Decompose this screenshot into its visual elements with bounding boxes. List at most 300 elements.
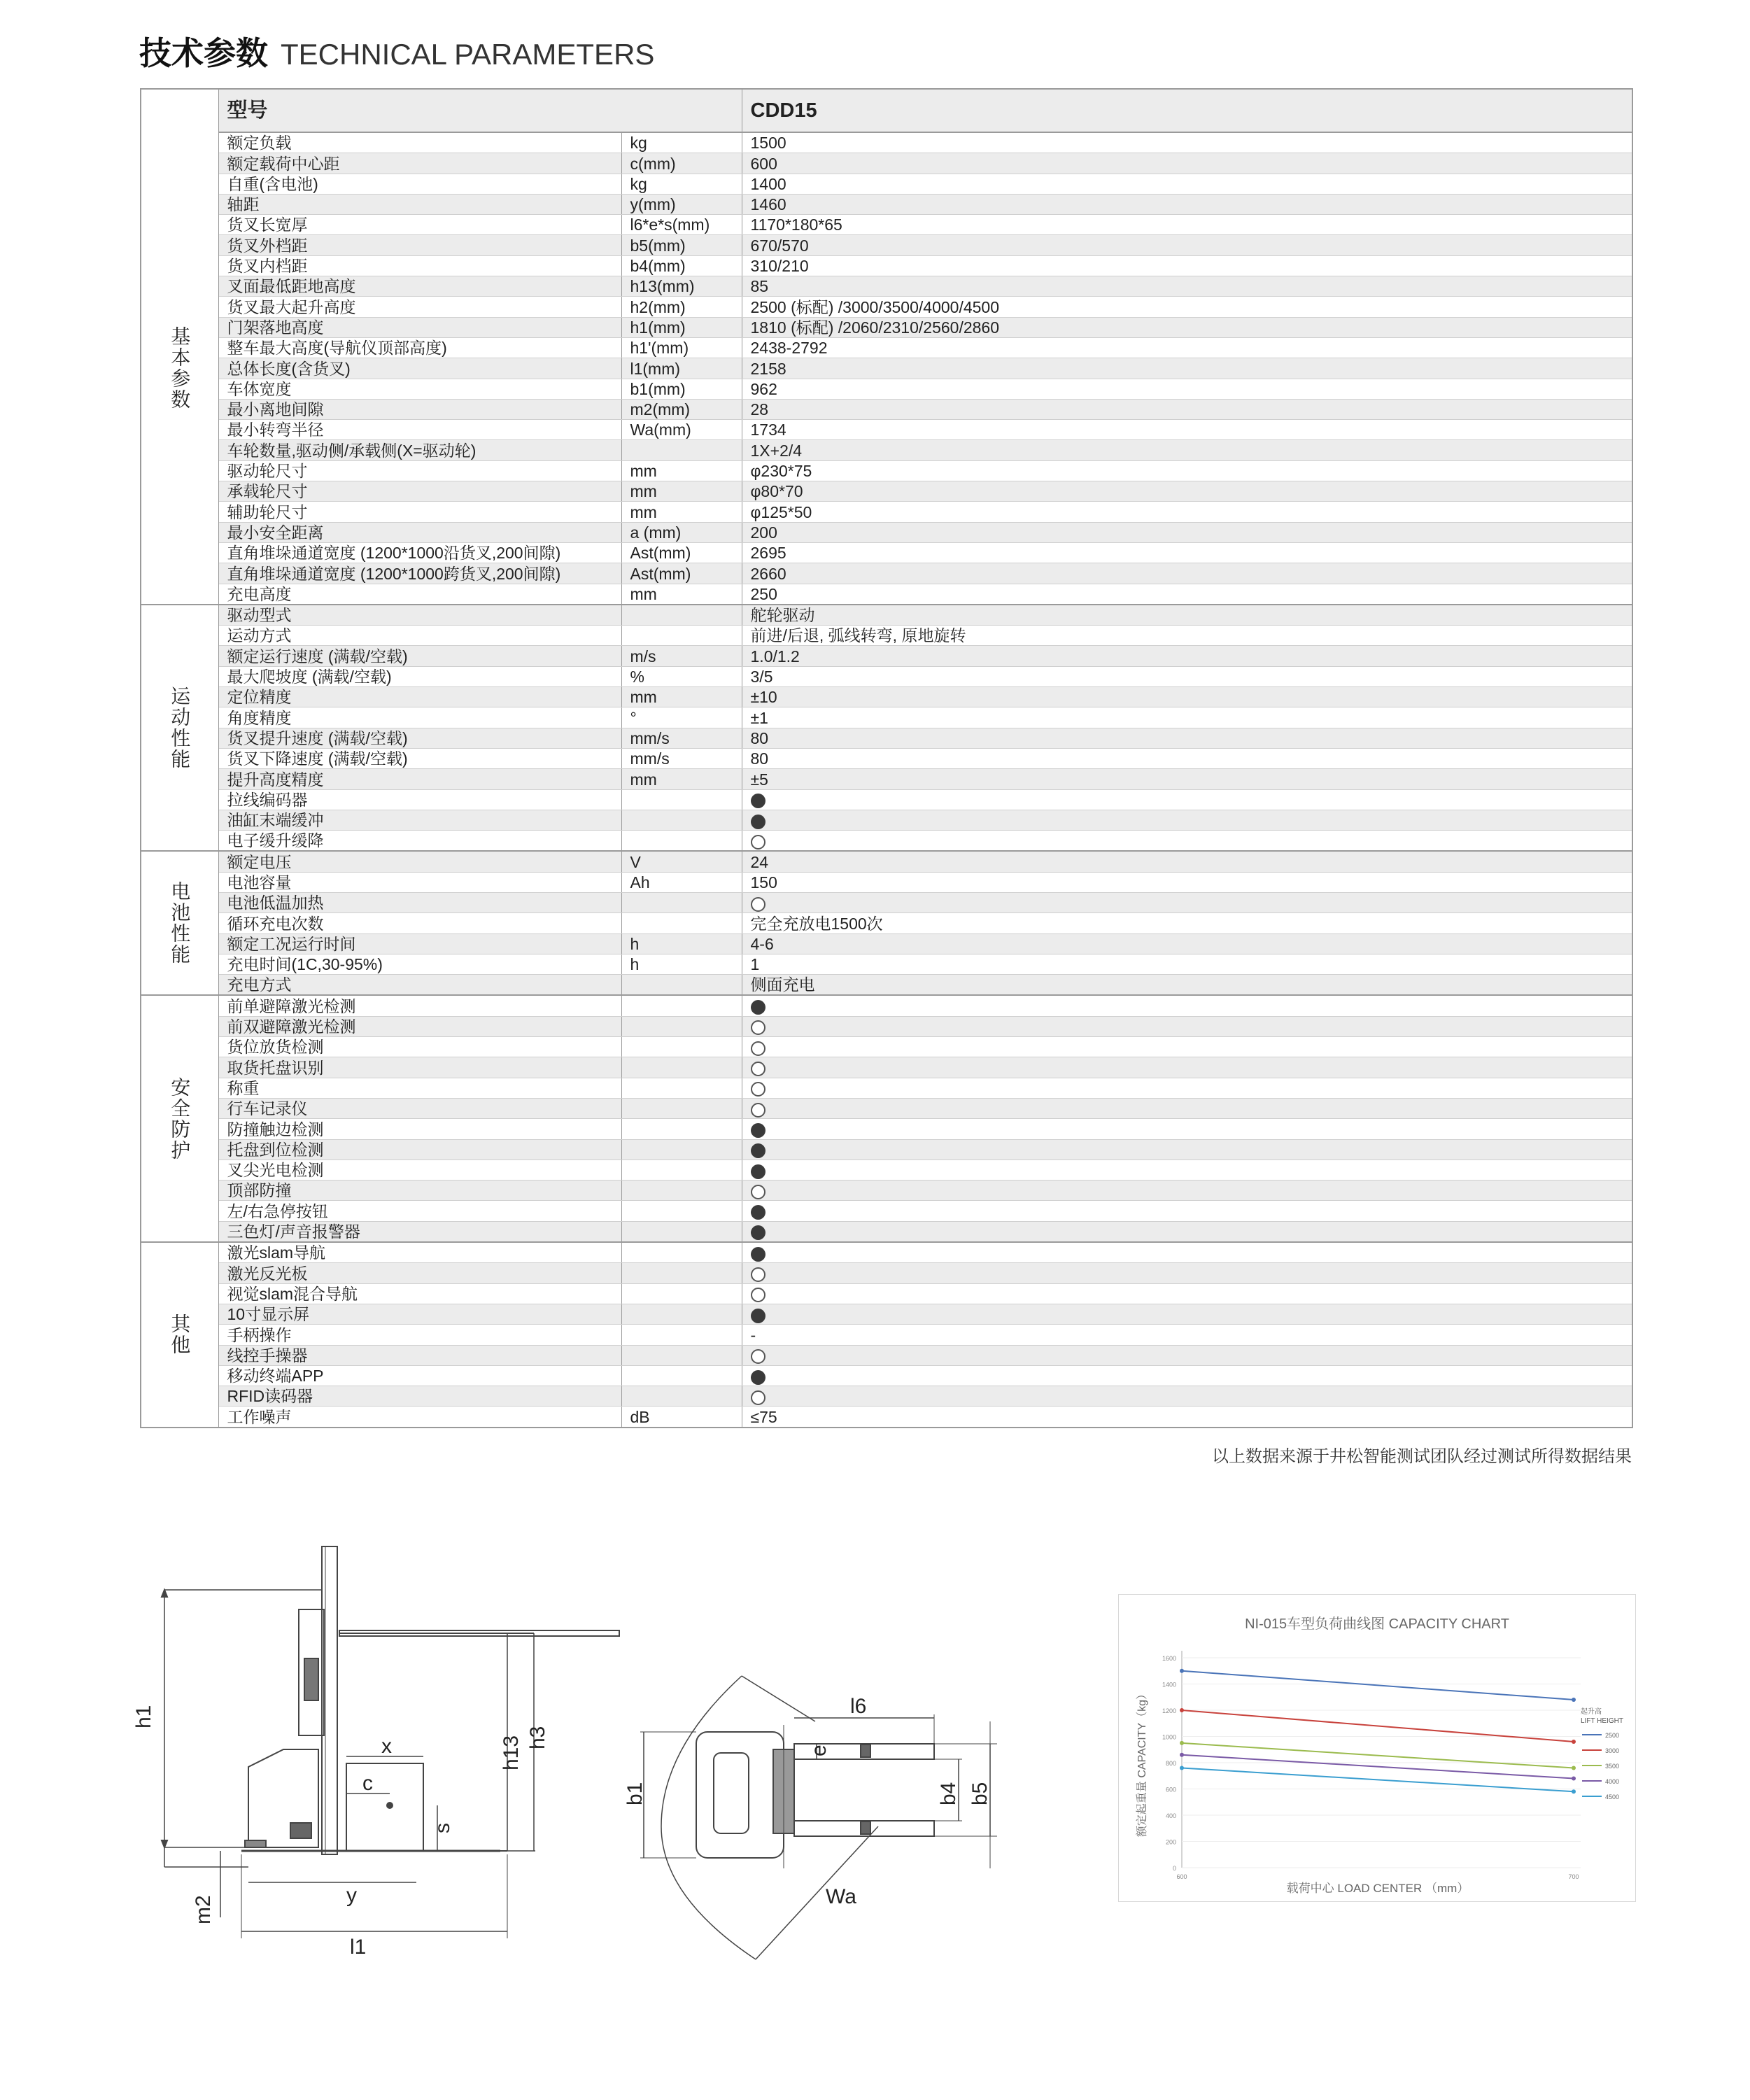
param-label: 循环充电次数	[218, 913, 621, 933]
param-unit: mm	[621, 687, 742, 707]
label-h13: h13	[500, 1735, 523, 1770]
param-unit: mm/s	[621, 748, 742, 768]
param-unit	[621, 1283, 742, 1304]
param-unit	[621, 995, 742, 1016]
param-value: φ80*70	[742, 481, 1632, 502]
param-value: 2438-2792	[742, 337, 1632, 358]
param-label: 额定电压	[218, 851, 621, 872]
filled-circle-icon	[751, 1225, 765, 1240]
param-unit	[621, 1386, 742, 1407]
title-cn: 技术参数	[139, 34, 268, 72]
param-label: 货叉外档距	[218, 235, 621, 255]
label-x: x	[381, 1735, 392, 1758]
table-row	[141, 933, 1632, 954]
param-value	[742, 831, 1632, 852]
legend-title: 起升高	[1581, 1708, 1602, 1716]
header-label: 型号	[218, 89, 742, 132]
param-label: 电子缓升缓降	[218, 831, 621, 852]
empty-circle-icon	[751, 1267, 765, 1282]
table-header-row	[141, 89, 1632, 132]
label-y: y	[346, 1884, 357, 1907]
series-point	[1180, 1753, 1184, 1757]
table-row	[141, 1263, 1632, 1283]
param-label: 定位精度	[218, 687, 621, 707]
table-row	[141, 1407, 1632, 1428]
table-row	[141, 420, 1632, 440]
param-value: 1170*180*65	[742, 215, 1632, 235]
table-row	[141, 235, 1632, 255]
param-value	[742, 1242, 1632, 1263]
param-label: 线控手操器	[218, 1345, 621, 1365]
param-unit: h1(mm)	[621, 317, 742, 337]
param-value: 670/570	[742, 235, 1632, 255]
table-row	[141, 1098, 1632, 1118]
param-label: 充电时间(1C,30-95%)	[218, 954, 621, 974]
y-tick-label: 1000	[1162, 1733, 1176, 1741]
param-label: 油缸末端缓冲	[218, 810, 621, 830]
param-label: RFID读码器	[218, 1386, 621, 1407]
title-en: TECHNICAL PARAMETERS	[281, 38, 655, 71]
param-unit: h1'(mm)	[621, 337, 742, 358]
legend-entry: 3000	[1605, 1747, 1620, 1754]
group-label: 运动性能	[141, 605, 218, 852]
param-label: 充电高度	[218, 584, 621, 605]
param-unit	[621, 440, 742, 460]
param-value: 舵轮驱动	[742, 605, 1632, 626]
table-row	[141, 789, 1632, 810]
label-b5: b5	[968, 1782, 992, 1805]
x-axis-label: 载荷中心 LOAD CENTER （mm）	[1286, 1882, 1469, 1895]
y-tick-label: 200	[1165, 1838, 1176, 1846]
table-row	[141, 687, 1632, 707]
param-unit: dB	[621, 1407, 742, 1428]
table-row	[141, 1057, 1632, 1078]
param-value	[742, 1345, 1632, 1365]
empty-circle-icon	[751, 1288, 765, 1302]
param-label: 门架落地高度	[218, 317, 621, 337]
param-unit: %	[621, 666, 742, 686]
param-label: 轴距	[218, 194, 621, 214]
param-unit: l1(mm)	[621, 358, 742, 379]
param-unit: l6*e*s(mm)	[621, 215, 742, 235]
param-value	[742, 892, 1632, 912]
empty-circle-icon	[751, 1020, 765, 1035]
y-tick-label: 400	[1165, 1812, 1176, 1819]
param-label: 额定负载	[218, 132, 621, 153]
empty-circle-icon	[751, 897, 765, 912]
param-unit	[621, 975, 742, 996]
series-line	[1182, 1755, 1574, 1779]
param-value: φ230*75	[742, 460, 1632, 481]
param-label: 10寸显示屏	[218, 1304, 621, 1324]
param-value: 1810 (标配) /2060/2310/2560/2860	[742, 317, 1632, 337]
param-label: 视觉slam混合导航	[218, 1283, 621, 1304]
param-value: 1734	[742, 420, 1632, 440]
param-value	[742, 1365, 1632, 1386]
param-value: 80	[742, 748, 1632, 768]
param-label: 三色灯/声音报警器	[218, 1221, 621, 1242]
y-tick-label: 1600	[1162, 1655, 1176, 1662]
param-unit	[621, 810, 742, 830]
table-row	[141, 626, 1632, 646]
filled-circle-icon	[751, 1123, 765, 1138]
param-unit: b1(mm)	[621, 379, 742, 399]
param-value	[742, 1386, 1632, 1407]
y-tick-label: 0	[1172, 1865, 1176, 1872]
param-label: 运动方式	[218, 626, 621, 646]
param-label: 电池低温加热	[218, 892, 621, 912]
group-label: 安全防护	[141, 995, 218, 1242]
page-title	[139, 34, 654, 74]
param-label: 取货托盘识别	[218, 1057, 621, 1078]
series-line	[1182, 1671, 1574, 1700]
legend-title: LIFT HEIGHT	[1581, 1717, 1623, 1725]
param-label: 电池容量	[218, 872, 621, 892]
series-point	[1180, 1741, 1184, 1745]
filled-circle-icon	[751, 1205, 765, 1220]
param-value: 962	[742, 379, 1632, 399]
param-unit	[621, 1037, 742, 1057]
table-row	[141, 728, 1632, 748]
capacity-chart	[1119, 1595, 1635, 1901]
param-unit: mm	[621, 769, 742, 789]
param-unit: y(mm)	[621, 194, 742, 214]
param-label: 最小离地间隙	[218, 399, 621, 419]
y-tick-label: 800	[1165, 1760, 1176, 1767]
param-unit	[621, 789, 742, 810]
param-value: 24	[742, 851, 1632, 872]
param-label: 角度精度	[218, 707, 621, 728]
param-label: 车轮数量,驱动侧/承载侧(X=驱动轮)	[218, 440, 621, 460]
series-point	[1180, 1708, 1184, 1712]
group-label: 基本参数	[141, 132, 218, 605]
table-row	[141, 1119, 1632, 1139]
table-row	[141, 563, 1632, 584]
param-value: 完全充放电1500次	[742, 913, 1632, 933]
empty-circle-icon	[751, 835, 765, 850]
table-row	[141, 1139, 1632, 1160]
param-value	[742, 1201, 1632, 1221]
filled-circle-icon	[751, 794, 765, 808]
param-value	[742, 1016, 1632, 1036]
param-value: 1.0/1.2	[742, 646, 1632, 666]
param-unit	[621, 1160, 742, 1180]
table-row	[141, 1304, 1632, 1324]
capacity-chart-frame	[1118, 1594, 1636, 1902]
param-unit	[621, 1221, 742, 1242]
legend-entry: 2500	[1605, 1732, 1620, 1739]
param-label: 激光反光板	[218, 1263, 621, 1283]
table-row	[141, 132, 1632, 153]
y-tick-label: 1400	[1162, 1681, 1176, 1689]
series-point	[1572, 1789, 1576, 1794]
table-row	[141, 379, 1632, 399]
param-unit	[621, 1139, 742, 1160]
param-label: 激光slam导航	[218, 1242, 621, 1263]
param-unit	[621, 1078, 742, 1098]
param-value: 2695	[742, 542, 1632, 563]
chart-title: NI-015车型负荷曲线图 CAPACITY CHART	[1245, 1616, 1509, 1632]
param-label: 整车最大高度(导航仪顶部高度)	[218, 337, 621, 358]
table-row	[141, 769, 1632, 789]
series-point	[1180, 1766, 1184, 1770]
param-label: 货叉内档距	[218, 255, 621, 276]
param-unit	[621, 1181, 742, 1201]
param-label: 称重	[218, 1078, 621, 1098]
param-value: 1	[742, 954, 1632, 974]
param-unit	[621, 1304, 742, 1324]
param-label: 叉面最低距地高度	[218, 276, 621, 297]
param-label: 额定工况运行时间	[218, 933, 621, 954]
param-unit: Ah	[621, 872, 742, 892]
param-label: 托盘到位检测	[218, 1139, 621, 1160]
param-unit: h	[621, 954, 742, 974]
table-row	[141, 831, 1632, 852]
param-label: 前单避障激光检测	[218, 995, 621, 1016]
y-axis-label: 额定起重量 CAPACITY（kg）	[1136, 1688, 1148, 1838]
param-unit	[621, 892, 742, 912]
param-unit	[621, 831, 742, 852]
param-value: 1400	[742, 174, 1632, 194]
param-value: 80	[742, 728, 1632, 748]
param-value: 250	[742, 584, 1632, 605]
param-label: 驱动型式	[218, 605, 621, 626]
param-unit	[621, 626, 742, 646]
param-value	[742, 995, 1632, 1016]
param-unit: a (mm)	[621, 522, 742, 542]
table-row	[141, 440, 1632, 460]
legend-entry: 4000	[1605, 1778, 1620, 1785]
param-unit: mm	[621, 502, 742, 522]
label-l1: l1	[350, 1936, 367, 1959]
param-label: 驱动轮尺寸	[218, 460, 621, 481]
legend-entry: 3500	[1605, 1763, 1620, 1770]
empty-circle-icon	[751, 1082, 765, 1097]
table-row	[141, 194, 1632, 214]
param-value: ±10	[742, 687, 1632, 707]
label-h3: h3	[526, 1726, 549, 1749]
param-value	[742, 1263, 1632, 1283]
empty-circle-icon	[751, 1041, 765, 1056]
param-value	[742, 1098, 1632, 1118]
table-row	[141, 174, 1632, 194]
param-label: 货叉下降速度 (满载/空载)	[218, 748, 621, 768]
table-row	[141, 522, 1632, 542]
param-label: 手柄操作	[218, 1325, 621, 1345]
param-value: ±5	[742, 769, 1632, 789]
table-row	[141, 646, 1632, 666]
table-row	[141, 1283, 1632, 1304]
side-view-diagram	[132, 1539, 556, 1959]
param-unit: h2(mm)	[621, 297, 742, 317]
label-wa: Wa	[826, 1885, 856, 1908]
param-unit	[621, 1057, 742, 1078]
param-label: 工作噪声	[218, 1407, 621, 1428]
param-value: 310/210	[742, 255, 1632, 276]
table-row	[141, 666, 1632, 686]
param-unit: Wa(mm)	[621, 420, 742, 440]
group-label: 其他	[141, 1242, 218, 1428]
spec-table	[140, 88, 1633, 1428]
param-unit	[621, 1201, 742, 1221]
table-row	[141, 605, 1632, 626]
param-label: 货位放货检测	[218, 1037, 621, 1057]
table-row	[141, 542, 1632, 563]
param-unit: c(mm)	[621, 153, 742, 174]
empty-circle-icon	[751, 1390, 765, 1405]
table-row	[141, 1365, 1632, 1386]
table-row	[141, 1160, 1632, 1180]
param-label: 直角堆垛通道宽度 (1200*1000跨货叉,200间隙)	[218, 563, 621, 584]
filled-circle-icon	[751, 1247, 765, 1262]
table-row	[141, 215, 1632, 235]
param-value	[742, 1078, 1632, 1098]
filled-circle-icon	[751, 1370, 765, 1385]
param-unit	[621, 605, 742, 626]
param-unit	[621, 1365, 742, 1386]
group-label: 电池性能	[141, 851, 218, 995]
param-value	[742, 789, 1632, 810]
param-unit: h13(mm)	[621, 276, 742, 297]
table-row	[141, 153, 1632, 174]
param-label: 最小安全距离	[218, 522, 621, 542]
table-row	[141, 1181, 1632, 1201]
series-line	[1182, 1743, 1574, 1768]
table-row	[141, 954, 1632, 974]
table-row	[141, 297, 1632, 317]
param-label: 提升高度精度	[218, 769, 621, 789]
table-row	[141, 707, 1632, 728]
param-value: φ125*50	[742, 502, 1632, 522]
param-label: 货叉长宽厚	[218, 215, 621, 235]
table-row	[141, 502, 1632, 522]
table-row	[141, 276, 1632, 297]
table-row	[141, 1242, 1632, 1263]
param-value	[742, 810, 1632, 830]
param-unit	[621, 1345, 742, 1365]
param-label: 货叉提升速度 (满载/空载)	[218, 728, 621, 748]
param-value	[742, 1057, 1632, 1078]
table-row	[141, 1037, 1632, 1057]
param-label: 辅助轮尺寸	[218, 502, 621, 522]
param-unit: mm	[621, 460, 742, 481]
param-unit: m2(mm)	[621, 399, 742, 419]
table-row	[141, 995, 1632, 1016]
param-unit	[621, 1119, 742, 1139]
param-unit	[621, 913, 742, 933]
param-label: 左/右急停按钮	[218, 1201, 621, 1221]
param-label: 拉线编码器	[218, 789, 621, 810]
param-label: 额定载荷中心距	[218, 153, 621, 174]
param-value	[742, 1283, 1632, 1304]
param-value: 28	[742, 399, 1632, 419]
y-tick-label: 1200	[1162, 1707, 1176, 1714]
param-value: 2660	[742, 563, 1632, 584]
param-unit: V	[621, 851, 742, 872]
header-model: CDD15	[742, 89, 1632, 132]
param-value	[742, 1181, 1632, 1201]
table-row	[141, 358, 1632, 379]
param-value	[742, 1304, 1632, 1324]
param-value: -	[742, 1325, 1632, 1345]
table-row	[141, 913, 1632, 933]
table-row	[141, 481, 1632, 502]
param-value	[742, 1221, 1632, 1242]
empty-circle-icon	[751, 1185, 765, 1199]
filled-circle-icon	[751, 815, 765, 829]
param-unit: b5(mm)	[621, 235, 742, 255]
table-row	[141, 1386, 1632, 1407]
table-row	[141, 1201, 1632, 1221]
param-value: 150	[742, 872, 1632, 892]
label-s: s	[431, 1823, 454, 1833]
label-m2: m2	[192, 1895, 215, 1924]
param-label: 前双避障激光检测	[218, 1016, 621, 1036]
legend-entry: 4500	[1605, 1794, 1620, 1800]
param-unit: Ast(mm)	[621, 542, 742, 563]
table-row	[141, 851, 1632, 872]
table-row	[141, 1078, 1632, 1098]
param-label: 顶部防撞	[218, 1181, 621, 1201]
empty-circle-icon	[751, 1349, 765, 1364]
param-label: 直角堆垛通道宽度 (1200*1000沿货叉,200间隙)	[218, 542, 621, 563]
param-value: 1500	[742, 132, 1632, 153]
label-e: e	[807, 1745, 831, 1756]
param-label: 充电方式	[218, 975, 621, 996]
param-value: ±1	[742, 707, 1632, 728]
empty-circle-icon	[751, 1062, 765, 1076]
table-row	[141, 1345, 1632, 1365]
param-unit	[621, 1325, 742, 1345]
label-b1: b1	[623, 1782, 647, 1805]
series-point	[1572, 1766, 1576, 1770]
series-point	[1572, 1698, 1576, 1702]
param-label: 货叉最大起升高度	[218, 297, 621, 317]
param-label: 自重(含电池)	[218, 174, 621, 194]
label-l6: l6	[850, 1695, 867, 1718]
table-row	[141, 1016, 1632, 1036]
label-c: c	[362, 1772, 373, 1795]
x-tick-label: 700	[1568, 1873, 1579, 1880]
param-unit: mm/s	[621, 728, 742, 748]
filled-circle-icon	[751, 1000, 765, 1015]
param-unit	[621, 1263, 742, 1283]
table-row	[141, 892, 1632, 912]
header-corner	[141, 89, 218, 132]
param-unit: h	[621, 933, 742, 954]
param-unit: kg	[621, 174, 742, 194]
filled-circle-icon	[751, 1309, 765, 1323]
series-point	[1572, 1740, 1576, 1744]
empty-circle-icon	[751, 1103, 765, 1118]
param-value: 2500 (标配) /3000/3500/4000/4500	[742, 297, 1632, 317]
param-unit: mm	[621, 481, 742, 502]
param-unit: °	[621, 707, 742, 728]
table-row	[141, 1325, 1632, 1345]
series-line	[1182, 1768, 1574, 1792]
param-unit: b4(mm)	[621, 255, 742, 276]
param-label: 行车记录仪	[218, 1098, 621, 1118]
x-tick-label: 600	[1176, 1873, 1187, 1880]
table-row	[141, 1221, 1632, 1242]
table-row	[141, 872, 1632, 892]
param-value: 前进/后退, 弧线转弯, 原地旋转	[742, 626, 1632, 646]
param-value: 4-6	[742, 933, 1632, 954]
table-row	[141, 748, 1632, 768]
series-point	[1180, 1669, 1184, 1673]
param-label: 移动终端APP	[218, 1365, 621, 1386]
table-row	[141, 399, 1632, 419]
